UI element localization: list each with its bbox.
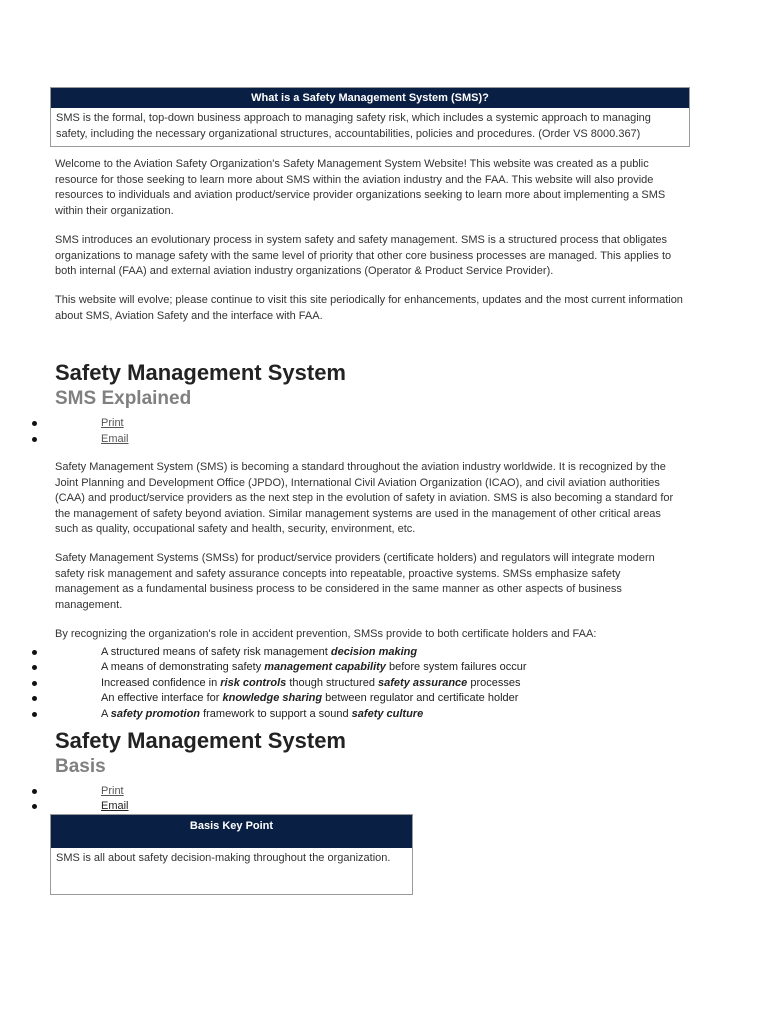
smss-integrate-paragraph: Safety Management Systems (SMSs) for product/service providers (certificate holders) and regulators will integrate modern safety risk management and safety assurance concepts into repeatable, proactive systems. SMSs emphasize safety management as a fundamental business process to be considered in the same manner as other aspects of business management. [55,552,655,611]
basis-keypoint-text: SMS is all about safety decision-making throughout the organization. [56,852,391,864]
list-item [0,659,768,675]
email-link[interactable]: Email [101,433,129,445]
email-link[interactable]: Email [101,800,129,812]
basis-keypoint-title: Basis Key Point [51,815,412,848]
bullet-icon [32,789,37,794]
intro-box-text: SMS is the formal, top-down business approach to managing safety risk, which includes a systemic approach to managing safety, including the necessary organizational structures, accountabilities, policies and procedures. (Order VS 8000.367) [56,112,651,140]
section2-subtitle: Basis [55,756,106,777]
list-item [0,431,768,447]
bullet-icon [32,437,37,442]
list-item [0,644,768,660]
list-item [0,783,768,799]
recognizing-paragraph: By recognizing the organization's role in accident prevention, SMSs provide to both certificate holders and FAA: [55,628,597,640]
list-item [0,706,768,722]
bullet-icon [32,421,37,426]
sms-standard-paragraph: Safety Management System (SMS) is becoming a standard throughout the aviation industry worldwide. It is recognized by the Joint Planning and Development Office (JPDO), International Civil Aviation Organization (ICAO), and civil aviation authorities (CAA) and product/service providers as the next step in the evolution of safety in aviation. SMS is also becoming a standard for the management of safety beyond aviation. Similar management systems are used in the management of other critical areas such as quality, occupational safety and health, security, environment, etc. [55,461,674,535]
section2-title: Safety Management System [55,728,346,753]
website-evolve-paragraph: This website will evolve; please continue to visit this site periodically for enhancements, updates and the most current information about SMS, Aviation Safety and the interface with FAA. [55,294,683,322]
print-link[interactable]: Print [101,785,124,797]
list-item [0,690,768,706]
bullet-icon [32,696,37,701]
benefit-text: Increased confidence in risk controls though structured safety assurance processes [101,677,521,689]
benefit-text: An effective interface for knowledge sharing between regulator and certificate holder [101,692,519,704]
list-item [0,675,768,691]
print-link[interactable]: Print [101,417,124,429]
basis-keypoint-box [50,814,413,895]
list-item [0,415,768,431]
bullet-icon [32,681,37,686]
intro-box-title: What is a Safety Management System (SMS)? [51,88,689,108]
bullet-icon [32,712,37,717]
bullet-icon [32,650,37,655]
intro-box [50,87,690,147]
section1-subtitle: SMS Explained [55,388,192,409]
section1-title: Safety Management System [55,360,346,385]
benefit-text: A structured means of safety risk management decision making [101,646,418,658]
bullet-icon [32,804,37,809]
welcome-paragraph: Welcome to the Aviation Safety Organization's Safety Management System Website! This website was created as a public resource for those seeking to learn more about SMS within the aviation industry and the FAA. This website will also provide resources to individuals and aviation product/service provider organizations seeking to learn more about implementing a SMS within their organization. [55,158,666,217]
benefit-text: A safety promotion framework to support a sound safety culture [101,708,424,720]
bullet-icon [32,665,37,670]
evolution-paragraph: SMS introduces an evolutionary process in system safety and safety management. SMS is a structured process that obligates organizations to manage safety with the same level of priority that other core business processes are managed. This applies to both internal (FAA) and external aviation industry organizations (Operator & Product Service Provider). [55,234,672,277]
benefit-text: A means of demonstrating safety management capability before system failures occur [101,661,527,673]
list-item [0,798,768,814]
